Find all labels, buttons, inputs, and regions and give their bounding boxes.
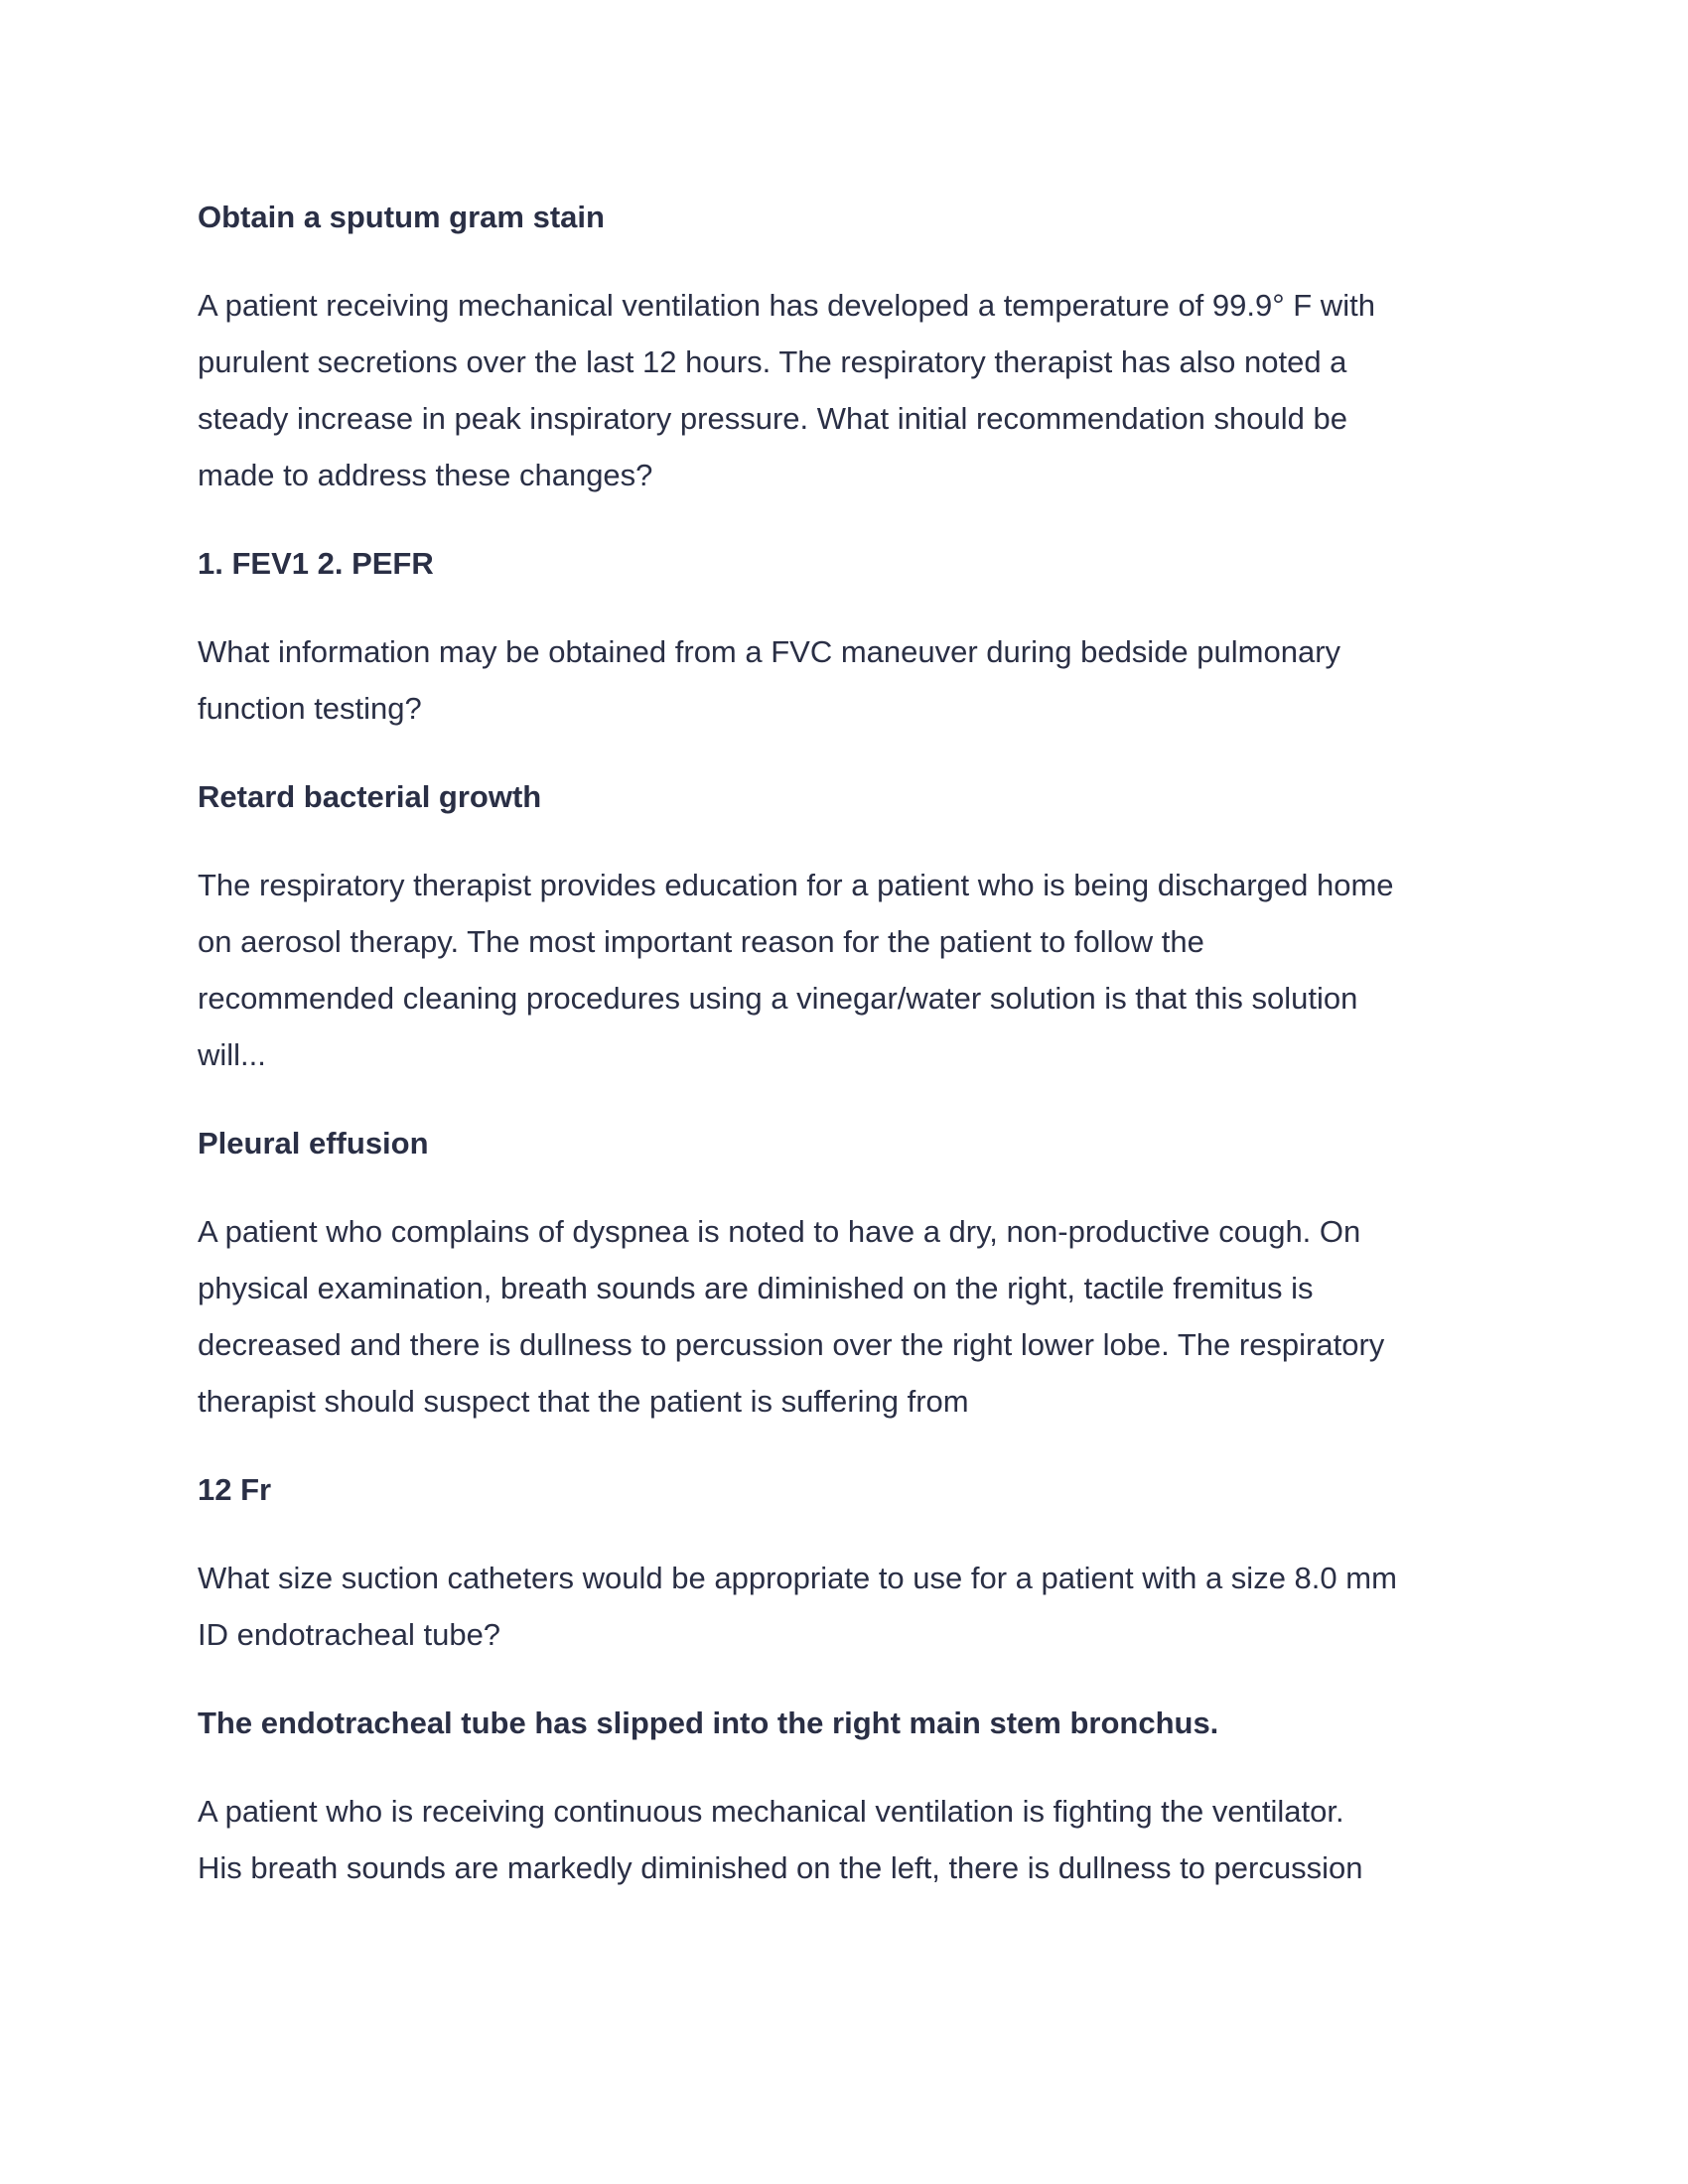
question-paragraph [198,1203,1508,1430]
document-page [198,189,1508,1928]
text-line: What information may be obtained from a FVC maneuver during bedside pulmonary [198,634,1341,669]
text-line: therapist should suspect that the patient is suffering from [198,1384,969,1419]
answer-heading [198,535,1508,592]
question-paragraph [198,1550,1508,1663]
text-line: Pleural effusion [198,1126,429,1160]
answer-heading [198,1695,1508,1751]
text-line: function testing? [198,691,422,726]
text-line: The respiratory therapist provides education for a patient who is being discharged home [198,868,1394,902]
text-line: Obtain a sputum gram stain [198,200,605,234]
answer-heading [198,189,1508,245]
answer-heading [198,1115,1508,1171]
question-paragraph [198,1783,1508,1896]
question-paragraph [198,857,1508,1083]
text-line: A patient receiving mechanical ventilation has developed a temperature of 99.9° F with [198,288,1375,323]
answer-heading [198,768,1508,825]
question-paragraph [198,623,1508,737]
text-line: 1. FEV1 2. PEFR [198,546,434,581]
text-line: A patient who is receiving continuous mechanical ventilation is fighting the ventilator. [198,1794,1344,1829]
text-line: Retard bacterial growth [198,779,542,814]
answer-heading [198,1461,1508,1518]
text-line: recommended cleaning procedures using a vinegar/water solution is that this solution [198,981,1358,1016]
question-paragraph [198,277,1508,503]
text-line: purulent secretions over the last 12 hours. The respiratory therapist has also noted a [198,344,1347,379]
text-line: will... [198,1037,266,1072]
text-line: ID endotracheal tube? [198,1617,501,1652]
text-line: on aerosol therapy. The most important reason for the patient to follow the [198,924,1204,959]
text-line: A patient who complains of dyspnea is noted to have a dry, non-productive cough. On [198,1214,1361,1249]
text-line: made to address these changes? [198,458,653,492]
text-line: What size suction catheters would be appropriate to use for a patient with a size 8.0 mm [198,1561,1397,1595]
text-line: 12 Fr [198,1472,272,1507]
text-line: physical examination, breath sounds are diminished on the right, tactile fremitus is [198,1271,1314,1305]
text-line: decreased and there is dullness to percussion over the right lower lobe. The respiratory [198,1327,1385,1362]
text-line: His breath sounds are markedly diminished on the left, there is dullness to percussion [198,1850,1363,1885]
text-line: The endotracheal tube has slipped into the right main stem bronchus. [198,1706,1219,1740]
text-line: steady increase in peak inspiratory pressure. What initial recommendation should be [198,401,1347,436]
